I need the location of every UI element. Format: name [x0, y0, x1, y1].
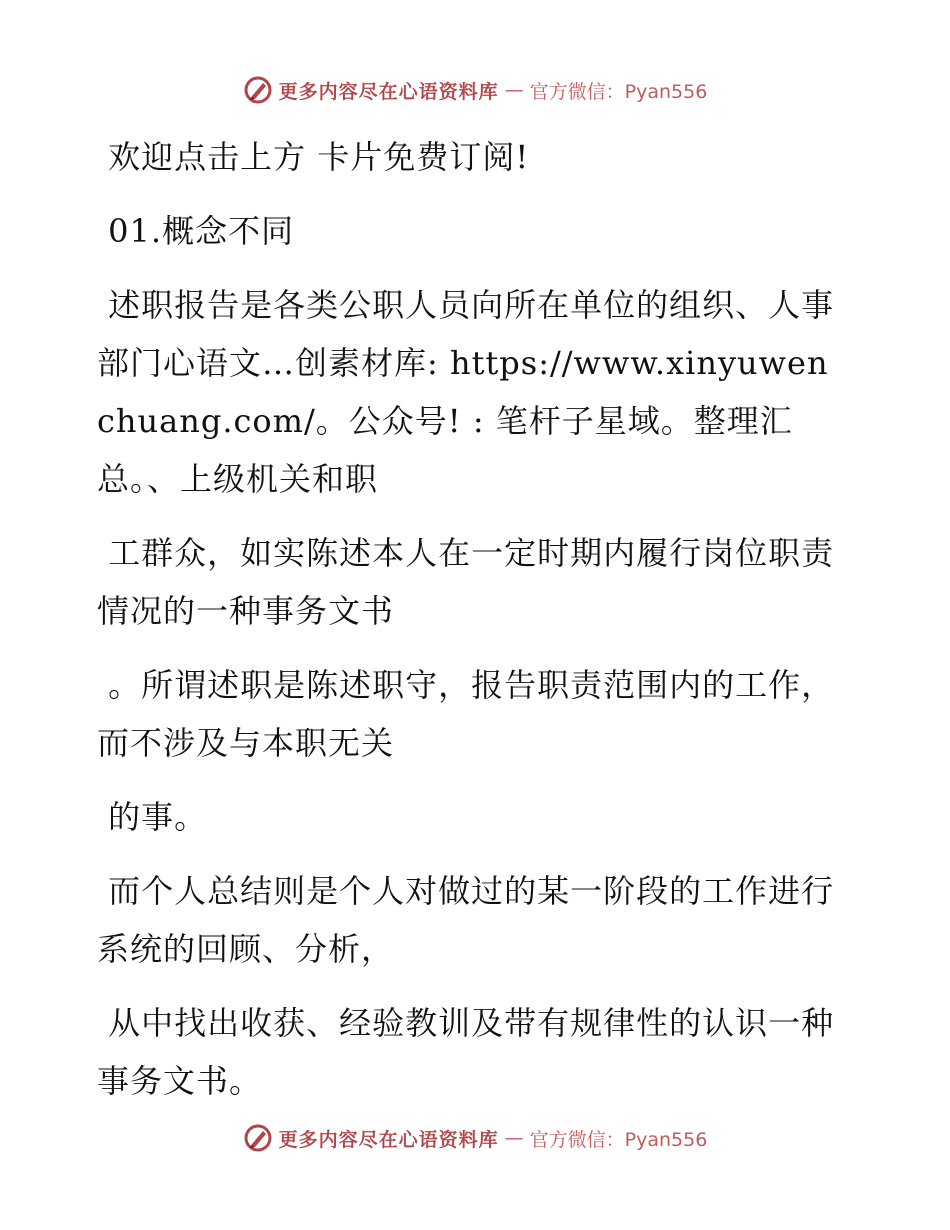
- watermark-dash: —: [504, 79, 524, 101]
- section-heading: 01.概念不同: [97, 212, 295, 250]
- watermark-contact-text: 官方微信：Pyan556: [529, 1128, 708, 1151]
- watermark-main-text: 更多内容尽在心语资料库: [278, 80, 499, 103]
- header-watermark: [0, 70, 950, 110]
- watermark-main-text: 更多内容尽在心语资料库: [278, 1128, 499, 1151]
- paragraph-intro: 欢迎点击上方 卡片免费订阅!: [97, 138, 530, 176]
- paragraph: 。所谓述职是陈述职守，报告职责范围内的工作，而不涉及与本职无关: [97, 666, 835, 762]
- watermark-contact-text: 官方微信：Pyan556: [529, 80, 708, 103]
- paragraph: 工群众，如实陈述本人在一定时期内履行岗位职责情况的一种事务文书: [97, 534, 835, 630]
- document-body: [97, 128, 837, 1110]
- pen-in-circle-icon: [243, 75, 273, 105]
- watermark-dash: —: [504, 1127, 524, 1149]
- paragraph: 述职报告是各类公职人员向所在单位的组织、人事部门心语文…创素材库: https://www.xinyuwenchuang.com/。公众号! : 笔杆子星域。整理汇总。、上级机关和职: [97, 286, 835, 498]
- footer-watermark: [0, 1118, 950, 1158]
- paragraph: 而个人总结则是个人对做过的某一阶段的工作进行系统的回顾、分析，: [97, 872, 835, 968]
- paragraph: 的事。: [97, 798, 208, 836]
- paragraph: 从中找出收获、经验教训及带有规律性的认识一种事务文书。: [97, 1004, 835, 1100]
- pen-in-circle-icon: [243, 1123, 273, 1153]
